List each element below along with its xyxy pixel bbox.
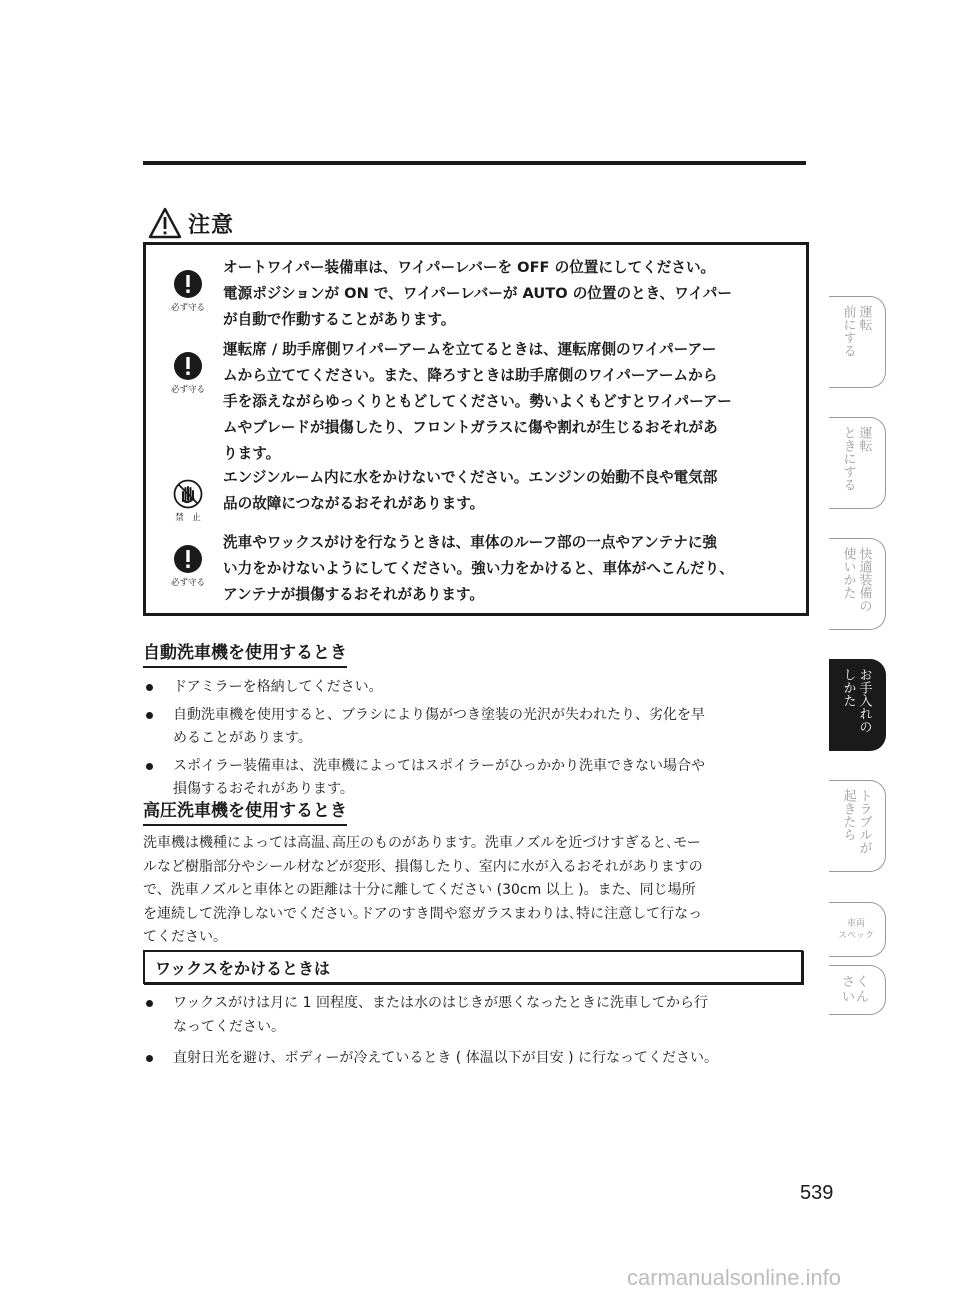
tab-comfort-features[interactable]: 快適装備の 使いかた	[829, 538, 886, 630]
prohibited-wet-hand-icon	[173, 479, 203, 509]
must-do-icon	[173, 544, 203, 574]
list-item: ドアミラーを格納してください。	[143, 676, 803, 700]
caution-title: 注意	[188, 212, 235, 238]
list-item: ワックスがけは月に 1 回程度、または水のはじきが悪くなったときに洗車してから行 なってください。	[143, 992, 803, 1039]
page-number: 539	[800, 1182, 834, 1204]
wax-heading-box	[143, 950, 803, 984]
caution-heading	[148, 205, 234, 241]
watermark: carmanualsonline.info	[627, 1265, 842, 1290]
caution-text: 洗車やワックスがけを行なうときは、車体のルーフ部の一点やアンテナに強 い力をかけないようにしてください。強い力をかけると、車体がへこんだり、 アンテナが損傷するおそれがあります。	[223, 534, 734, 603]
caution-item	[160, 337, 796, 467]
must-do-icon	[173, 351, 203, 381]
caution-item	[160, 530, 796, 608]
caution-item	[160, 465, 796, 523]
high-pressure-heading: 高圧洗車機を使用するとき	[143, 800, 347, 826]
list-item: 自動洗車機を使用すると、ブラシにより傷がつき塗装の光沢が失われたり、劣化を早 めることがあります。	[143, 704, 803, 751]
list-item: 直射日光を避け、ボディーが冷えているとき ( 体温以下が目安 ) に行なってください。	[143, 1047, 803, 1071]
wax-list	[143, 992, 803, 1071]
tab-trouble[interactable]: トラブルが 起きたら	[829, 780, 886, 872]
caution-text: エンジンルーム内に水をかけないでください。エンジンの始動不良や電気部 品の故障につながるおそれがあります。	[223, 469, 718, 512]
must-do-icon	[173, 269, 203, 299]
list-item: スポイラー装備車は、洗車機によってはスポイラーがひっかかり洗車できない場合や 損傷するおそれがあります。	[143, 755, 803, 802]
caution-icon-label: 必ず守る	[170, 578, 205, 588]
top-rule	[143, 161, 806, 165]
caution-icon-label: 必ず守る	[170, 303, 205, 313]
tab-vehicle-specs[interactable]: 車両 スペック	[829, 902, 886, 957]
tab-index[interactable]: さく いん	[829, 965, 886, 1015]
high-pressure-paragraph: 洗車機は機種によっては高温､高圧のものがあります。洗車ノズルを近づけすぎると､モー ルなど樹脂部分やシール材などが変形、損傷したり、室内に水が入るおそれがありますの で、洗車ノズルと車体との距離は十分に離してください (30cm 以上 )。また、同じ場所 を連続して洗浄しないでください｡ドアのすき間や窓ガラスまわりは､特に注意して行なっ てください。	[143, 835, 703, 945]
caution-text: 運転席 / 助手席側ワイパーアームを立てるときは、運転席側のワイパーアー ムから立ててください。また、降ろすときは助手席側のワイパーアームから 手を添えながらゆっくりともどしてください。勢いよくもどすとワイパーアー ムやブレードが損傷したり、フロントガラスに傷や割れが生じるおそれがあ ります。	[223, 341, 732, 462]
auto-wash-list	[143, 676, 803, 802]
caution-box	[143, 242, 809, 616]
tab-before-driving[interactable]: 運転 前にする	[829, 296, 886, 388]
auto-wash-heading: 自動洗車機を使用するとき	[143, 642, 347, 668]
warning-triangle-icon	[148, 207, 182, 239]
tab-maintenance[interactable]: お手入れの しかた	[829, 659, 886, 751]
caution-text: オートワイパー装備車は、ワイパーレバーを OFF の位置にしてください。 電源ポジションが ON で、ワイパーレバーが AUTO の位置のとき、ワイパー が自動で作動することがあります。	[223, 259, 732, 328]
tab-while-driving[interactable]: 運転 ときにする	[829, 417, 886, 509]
caution-icon-label: 必ず守る	[170, 385, 205, 395]
wax-heading: ワックスをかけるときは	[155, 959, 331, 978]
caution-icon-label: 禁 止	[175, 513, 201, 523]
caution-item	[160, 255, 796, 333]
